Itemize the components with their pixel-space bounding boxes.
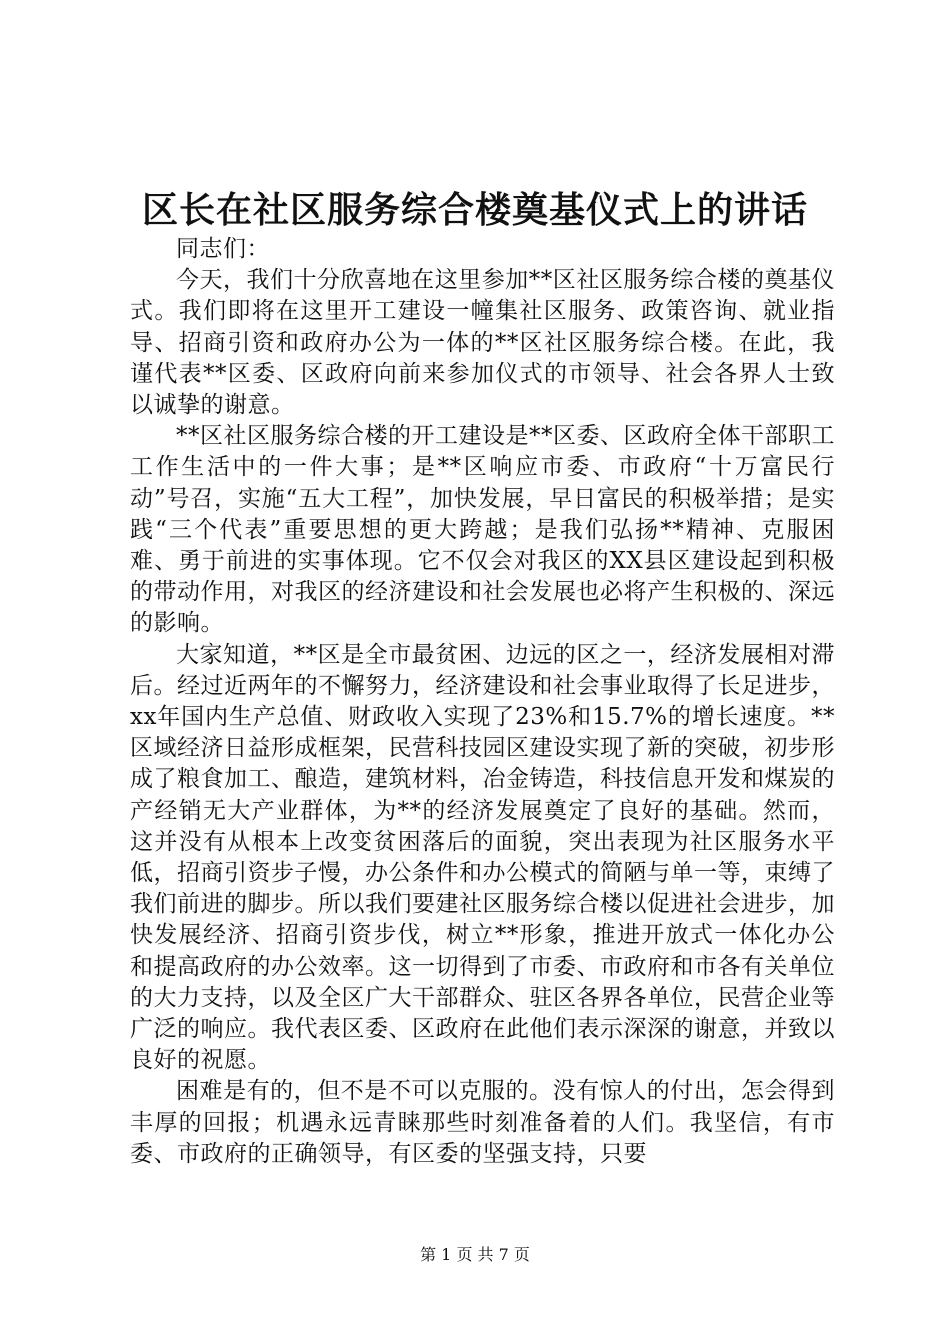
paragraph-2: **区社区服务综合楼的开工建设是**区委、区政府全体干部职工工作生活中的一件大事；是**区响应市委、市政府“十万富民行动”号召，实施“五大工程”，加快发展，早日富民的积极举措；是实践“三个代表”重要思想的更大跨越；是我们弘扬**精神、克服困难、勇于前进的实事体现。它不仅会对我区的XX县区建设起到积极的带动作用，对我区的经济建设和社会发展也必将产生积极的、深远的影响。 [130, 423, 835, 637]
paragraph-1: 今天，我们十分欣喜地在这里参加**区社区服务综合楼的奠基仪式。我们即将在这里开工建设一幢集社区服务、政策咨询、就业指导、招商引资和政府办公为一体的**区社区服务综合楼。在此，我谨代表**区委、区政府向前来参加仪式的市领导、社会各界人士致以诚挚的谢意。 [130, 267, 835, 419]
salutation: 同志们： [176, 236, 270, 262]
document-body [130, 234, 835, 1170]
paragraph-4: 困难是有的，但不是不可以克服的。没有惊人的付出，怎会得到丰厚的回报；机遇永远青睐那些时刻准备着的人们。我坚信，有市委、市政府的正确领导，有区委的坚强支持，只要 [130, 1078, 835, 1167]
page-number: 第 1 页 共 7 页 [420, 1245, 530, 1264]
paragraph-3: 大家知道，**区是全市最贫困、边远的区之一，经济发展相对滞后。经过近两年的不懈努力，经济建设和社会事业取得了长足进步，xx年国内生产总值、财政收入实现了23%和15.7%的增长速度。**区域经济日益形成框架，民营科技园区建设实现了新的突破，初步形成了粮食加工、酿造，建筑材料，冶金铸造，科技信息开发和煤炭的产经销无大产业群体，为**的经济发展奠定了良好的基础。然而，这并没有从根本上改变贫困落后的面貌，突出表现为社区服务水平低，招商引资步子慢，办公条件和办公模式的简陋与单一等，束缚了我们前进的脚步。所以我们要建社区服务综合楼以促进社会进步，加快发展经济、招商引资步伐，树立**形象，推进开放式一体化办公和提高政府的办公效率。这一切得到了市委、市政府和市各有关单位的大力支持，以及全区广大干部群众、驻区各界各单位，民营企业等广泛的响应。我代表区委、区政府在此他们表示深深的谢意，并致以良好的祝愿。 [130, 641, 835, 1074]
document-title: 区长在社区服务综合楼奠基仪式上的讲话 [141, 189, 808, 231]
